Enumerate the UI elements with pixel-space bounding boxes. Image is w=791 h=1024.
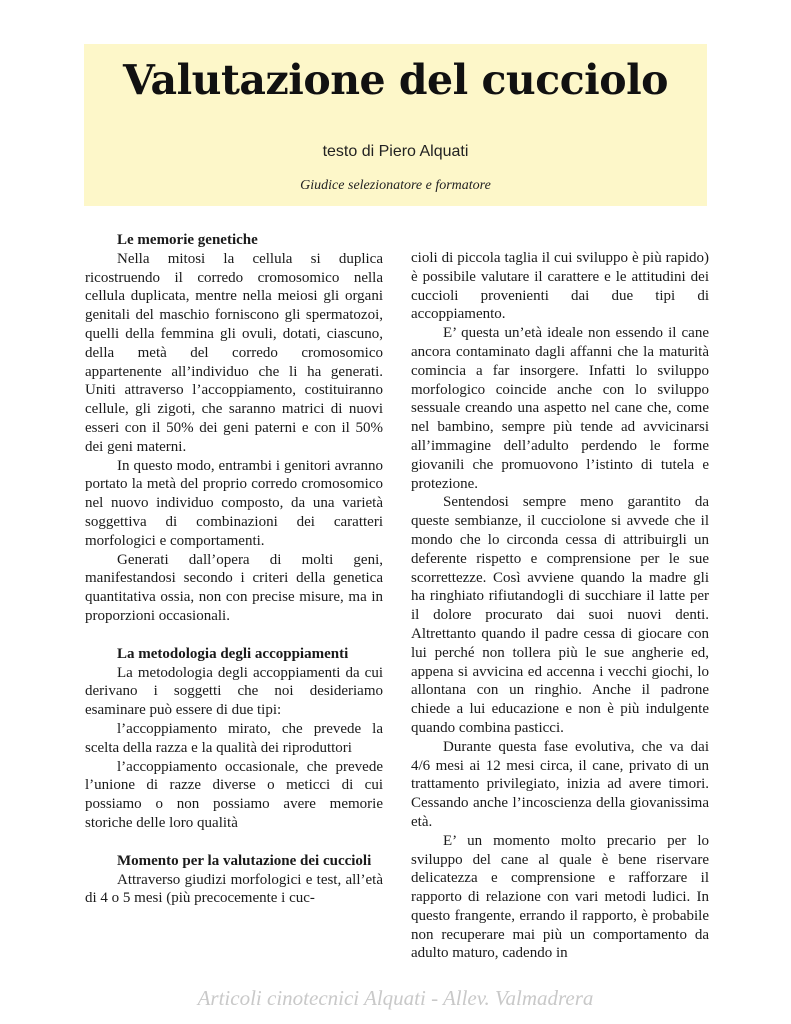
paragraph: Attraverso giudizi morfologici e test, all’età di 4 o 5 mesi (più precocemente i cuc- [85,871,383,907]
footer-watermark: Articoli cinotecnici Alquati - Allev. Valmadrera [197,986,594,1010]
paragraph: In questo modo, entrambi i genitori avranno portato la metà del proprio corredo cromosomico nel nuovo individuo composto, da una varietà soggettiva di combinazioni dei caratteri morfologici e comportamenti. [85,457,383,549]
paragraph: E’ un momento molto precario per lo sviluppo del cane al quale è bene riservare delicatezza e comprensione e rafforzare il rapporto di relazione con vari metodi ludici. In questo frangente, errando il rapporto, è probabile non recuperare mai più un comportamento da adulto maturo, cadendo in [411,832,709,962]
paragraph: cioli di piccola taglia il cui sviluppo è più rapido) è possibile valutare il carattere e le attitudini dei cuccioli provenienti dai due tipi di accoppiamento. [411,250,709,323]
author-role: Giudice selezionatore e formatore [300,178,491,193]
paragraph: La metodologia degli accoppiamenti da cui derivano i soggetti che noi desideriamo esaminare può essere di due tipi: [85,664,383,719]
left-column [85,231,383,908]
paragraph: Generati dall’opera di molti geni, manifestandosi secondo i criteri della genetica quantitativa ossia, non con precise misure, ma in proporzioni occasionali. [85,551,383,624]
page-title: Valutazione del cucciolo [122,56,669,104]
paragraph: l’accoppiamento mirato, che prevede la scelta della razza e la qualità dei riproduttori [85,720,383,756]
paragraph: Sentendosi sempre meno garantito da queste sembianze, il cucciolone si avvede che il mondo che lo circonda cessa di attribuirgli un deferente rispetto e comprensione per le sue scorrettezze. Così avviene quando la madre gli ha ringhiato rifiutandogli di succhiare il latte per il dolore procurato dai suoi nuovi denti. Altrettanto quando il padre cessa di giocare con lui perché non tollera più le sue angherie ed, appena si avvicina ed accenna i vecchi giochi, lo allontana con un ringhio. Anche il padrone chiede a lui educazione e non è più indulgente quando combina pasticci. [411,494,709,736]
paragraph: E’ questa un’età ideale non essendo il cane ancora contaminato dagli affanni che la maturità comincia a far insorgere. Infatti lo sviluppo morfologico coincide anche con lo sviluppo sessuale creando una aspetto nel cane che, come nel bambino, sempre più tende ad avvicinarsi all’immagine dell’adulto perdendo le forme giovanili che promuovono l’istinto di tutela e protezione. [411,325,709,492]
section-heading-evaluation-moment: Momento per la valutazione dei cuccioli [117,852,372,869]
section-heading-mating-methods: La metodologia degli accoppiamenti [117,645,349,662]
paragraph: Durante questa fase evolutiva, che va dai 4/6 mesi ai 12 mesi circa, il cane, privato di un trattamento privilegiato, inizia ad avere timori. Cessando anche l’incoscienza della giovanissima età. [411,738,709,830]
section-heading-genetic-memories: Le memorie genetiche [117,232,258,248]
author-line: testo di Piero Alquati [322,143,469,160]
paragraph: l’accoppiamento occasionale, che prevede l’unione di razze diverse o meticci di cui possiamo o non possiamo avere memorie storiche delle loro qualità [85,758,383,831]
paragraph: Nella mitosi la cellula si duplica ricostruendo il corredo cromosomico nella cellula duplicata, mentre nella meiosi gli organi genitali del maschio forniscono gli spermatozoi, quelli della femmina gli ovuli, dotati, ciascuno, della metà del corredo cromosomico appartenente all’individuo che li ha generati. Uniti attraverso l’accoppiamento, costituiranno cellule, gli zigoti, che saranno matrici di nuovi esseri con il 50% dei geni paterni e con il 50% dei geni materni. [85,250,383,455]
right-column [411,249,709,963]
